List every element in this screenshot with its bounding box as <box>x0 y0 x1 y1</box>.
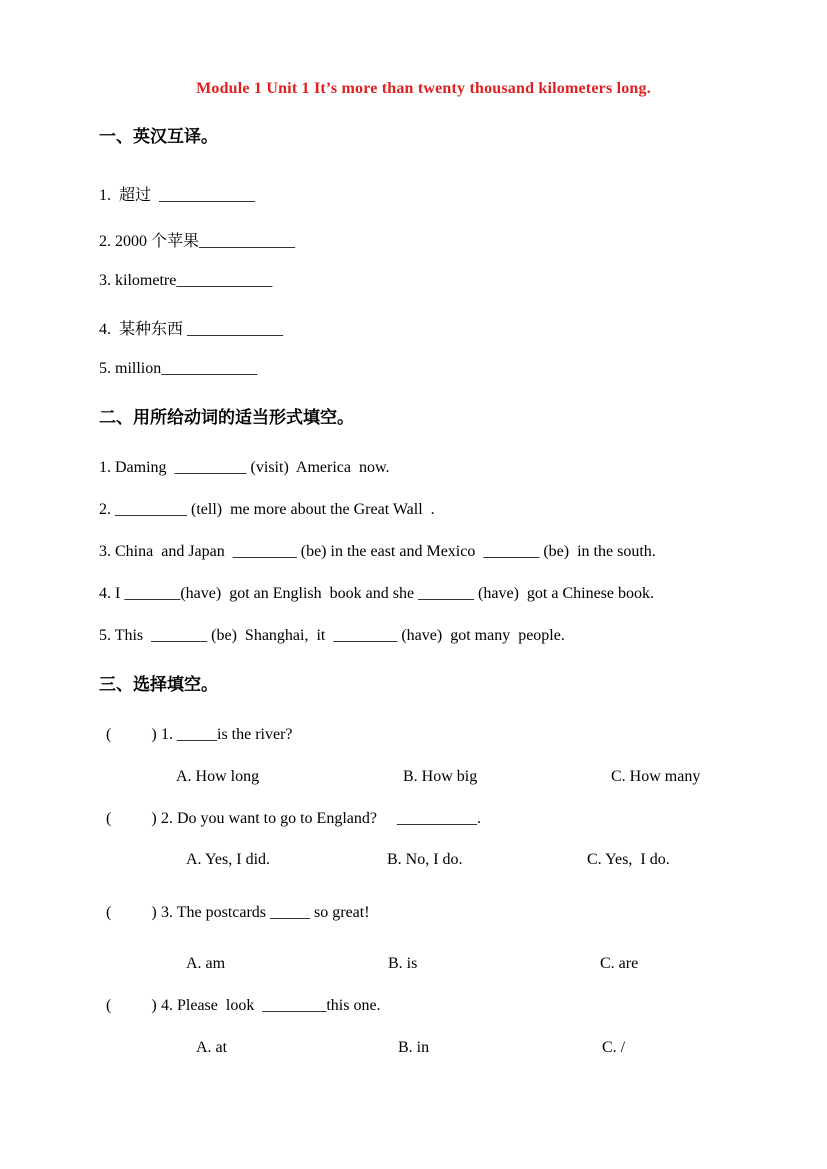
q3-option-a: A. am <box>186 955 226 972</box>
q2-option-c: C. Yes, I do. <box>587 851 670 868</box>
section3-heading: 三、选择填空。 <box>99 675 218 695</box>
page-title: Module 1 Unit 1 It’s more than twenty thousand kilometers long. <box>196 80 651 97</box>
section2-item-5: 5. This _______ (be) Shanghai, it ________ (have) got many people. <box>99 627 565 644</box>
q3-option-c: C. are <box>600 955 639 972</box>
section1-item-2: 2. 2000 个苹果____________ <box>99 233 296 250</box>
section1-item-1: 1. 超过 ____________ <box>99 187 256 204</box>
section2-item-3: 3. China and Japan ________ (be) in the east and Mexico _______ (be) in the south. <box>99 543 656 560</box>
answer-bracket: ( ) <box>106 997 157 1014</box>
q4-option-a: A. at <box>196 1039 228 1056</box>
choice-question-1: 1. _____is the river? <box>161 726 293 743</box>
answer-bracket: ( ) <box>106 904 157 921</box>
q4-option-b: B. in <box>398 1039 430 1056</box>
q3-option-b: B. is <box>388 955 418 972</box>
q1-option-c: C. How many <box>611 768 701 785</box>
choice-question-2: 2. Do you want to go to England? __________. <box>161 810 481 827</box>
section2-item-4: 4. I _______(have) got an English book and she _______ (have) got a Chinese book. <box>99 585 655 602</box>
choice-question-3: 3. The postcards _____ so great! <box>161 904 370 921</box>
answer-bracket: ( ) <box>106 726 157 743</box>
section2-heading: 二、用所给动词的适当形式填空。 <box>99 408 354 428</box>
section2-item-2: 2. _________ (tell) me more about the Great Wall . <box>99 501 435 518</box>
section2-item-1: 1. Daming _________ (visit) America now. <box>99 459 390 476</box>
section1-item-5: 5. million____________ <box>99 360 258 377</box>
q2-option-a: A. Yes, I did. <box>186 851 271 868</box>
q2-option-b: B. No, I do. <box>387 851 463 868</box>
section1-item-4: 4. 某种东西 ____________ <box>99 321 284 338</box>
choice-question-4: 4. Please look ________this one. <box>161 997 381 1014</box>
q1-option-b: B. How big <box>403 768 478 785</box>
section1-heading: 一、英汉互译。 <box>99 127 218 147</box>
q4-option-c: C. / <box>602 1039 626 1056</box>
answer-bracket: ( ) <box>106 810 157 827</box>
section1-item-3: 3. kilometre____________ <box>99 272 273 289</box>
q1-option-a: A. How long <box>176 768 260 785</box>
